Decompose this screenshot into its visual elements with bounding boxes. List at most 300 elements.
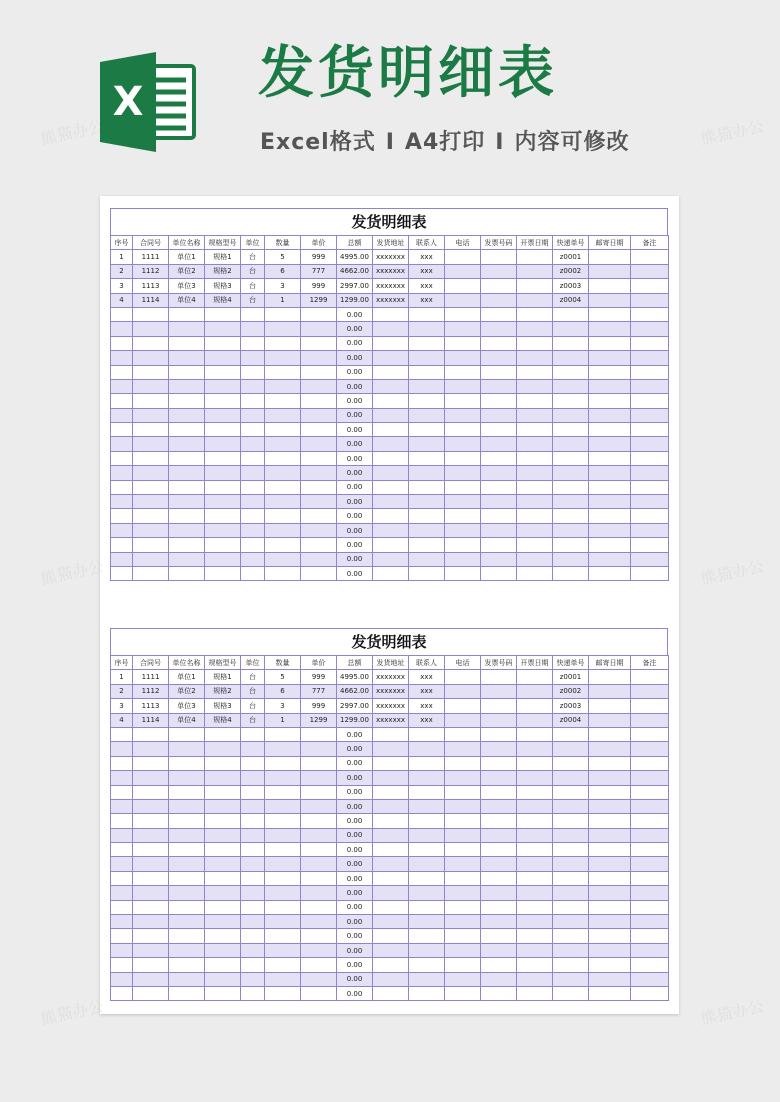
table-cell[interactable]	[205, 986, 241, 1000]
table-cell[interactable]: z0001	[553, 250, 589, 264]
table-cell[interactable]	[111, 408, 133, 422]
table-cell[interactable]	[111, 727, 133, 741]
table-cell[interactable]	[205, 843, 241, 857]
table-cell[interactable]	[241, 814, 265, 828]
table-cell[interactable]	[111, 495, 133, 509]
table-cell[interactable]	[205, 351, 241, 365]
table-cell[interactable]	[301, 799, 337, 813]
table-cell[interactable]	[481, 843, 517, 857]
table-cell[interactable]: xxxxxxx	[373, 264, 409, 278]
table-cell[interactable]	[517, 322, 553, 336]
table-cell[interactable]: 0.00	[337, 929, 373, 943]
table-cell[interactable]	[301, 972, 337, 986]
table-cell[interactable]	[133, 756, 169, 770]
table-cell[interactable]	[265, 857, 301, 871]
table-cell[interactable]	[553, 394, 589, 408]
table-cell[interactable]: 0.00	[337, 958, 373, 972]
table-cell[interactable]	[445, 307, 481, 321]
table-cell[interactable]	[517, 699, 553, 713]
table-cell[interactable]: 1299	[301, 293, 337, 307]
table-cell[interactable]	[481, 900, 517, 914]
table-cell[interactable]	[631, 307, 669, 321]
table-cell[interactable]	[589, 466, 631, 480]
table-cell[interactable]	[373, 785, 409, 799]
table-cell[interactable]	[169, 742, 205, 756]
table-cell[interactable]	[373, 915, 409, 929]
table-cell[interactable]	[589, 322, 631, 336]
table-cell[interactable]	[481, 929, 517, 943]
table-cell[interactable]	[111, 307, 133, 321]
table-cell[interactable]	[133, 495, 169, 509]
table-cell[interactable]	[205, 900, 241, 914]
table-cell[interactable]: 0.00	[337, 814, 373, 828]
table-cell[interactable]	[409, 771, 445, 785]
table-cell[interactable]	[169, 929, 205, 943]
table-cell[interactable]	[631, 466, 669, 480]
table-cell[interactable]: 台	[241, 264, 265, 278]
table-cell[interactable]	[111, 799, 133, 813]
table-cell[interactable]	[631, 857, 669, 871]
table-cell[interactable]	[589, 699, 631, 713]
table-cell[interactable]	[241, 771, 265, 785]
table-cell[interactable]: 777	[301, 684, 337, 698]
table-cell[interactable]	[445, 379, 481, 393]
table-cell[interactable]	[169, 900, 205, 914]
table-cell[interactable]	[481, 799, 517, 813]
table-cell[interactable]	[301, 437, 337, 451]
table-cell[interactable]: 4	[111, 713, 133, 727]
table-cell[interactable]: 3	[265, 699, 301, 713]
table-cell[interactable]	[373, 394, 409, 408]
table-cell[interactable]	[481, 264, 517, 278]
table-cell[interactable]	[445, 814, 481, 828]
table-cell[interactable]	[481, 451, 517, 465]
table-cell[interactable]	[373, 322, 409, 336]
table-cell[interactable]	[205, 336, 241, 350]
table-cell[interactable]	[169, 394, 205, 408]
table-cell[interactable]	[409, 727, 445, 741]
table-cell[interactable]	[205, 322, 241, 336]
table-cell[interactable]	[631, 742, 669, 756]
table-cell[interactable]	[241, 451, 265, 465]
table-cell[interactable]	[205, 538, 241, 552]
table-cell[interactable]	[373, 799, 409, 813]
table-cell[interactable]	[265, 771, 301, 785]
table-cell[interactable]	[481, 423, 517, 437]
table-cell[interactable]	[205, 742, 241, 756]
table-cell[interactable]	[553, 509, 589, 523]
table-cell[interactable]	[265, 843, 301, 857]
table-cell[interactable]	[409, 857, 445, 871]
table-cell[interactable]	[481, 552, 517, 566]
table-cell[interactable]: 0.00	[337, 423, 373, 437]
table-cell[interactable]	[589, 684, 631, 698]
table-cell[interactable]	[517, 871, 553, 885]
table-cell[interactable]	[481, 365, 517, 379]
table-cell[interactable]	[589, 351, 631, 365]
table-cell[interactable]	[241, 566, 265, 580]
table-cell[interactable]	[301, 566, 337, 580]
table-cell[interactable]: z0001	[553, 670, 589, 684]
table-cell[interactable]	[589, 495, 631, 509]
table-cell[interactable]: 0.00	[337, 552, 373, 566]
table-cell[interactable]	[241, 943, 265, 957]
table-cell[interactable]: z0004	[553, 713, 589, 727]
table-cell[interactable]: xxx	[409, 684, 445, 698]
table-cell[interactable]: 台	[241, 713, 265, 727]
table-cell[interactable]	[169, 972, 205, 986]
table-cell[interactable]: 单位2	[169, 684, 205, 698]
table-cell[interactable]: xxx	[409, 264, 445, 278]
table-cell[interactable]: 3	[111, 699, 133, 713]
table-cell[interactable]	[589, 972, 631, 986]
table-cell[interactable]	[553, 915, 589, 929]
table-cell[interactable]	[553, 451, 589, 465]
table-cell[interactable]	[517, 437, 553, 451]
table-cell[interactable]: 4995.00	[337, 670, 373, 684]
table-cell[interactable]	[205, 799, 241, 813]
table-cell[interactable]	[481, 379, 517, 393]
table-cell[interactable]	[409, 495, 445, 509]
table-cell[interactable]	[589, 799, 631, 813]
table-cell[interactable]: xxx	[409, 670, 445, 684]
table-cell[interactable]	[301, 394, 337, 408]
table-cell[interactable]: 台	[241, 670, 265, 684]
table-cell[interactable]	[111, 566, 133, 580]
table-cell[interactable]: 2997.00	[337, 279, 373, 293]
table-cell[interactable]	[301, 843, 337, 857]
table-cell[interactable]	[205, 756, 241, 770]
table-cell[interactable]	[301, 871, 337, 885]
table-cell[interactable]	[133, 857, 169, 871]
table-cell[interactable]: xxx	[409, 279, 445, 293]
table-cell[interactable]	[169, 466, 205, 480]
table-cell[interactable]	[301, 771, 337, 785]
table-cell[interactable]	[631, 566, 669, 580]
table-cell[interactable]	[589, 958, 631, 972]
table-cell[interactable]	[111, 943, 133, 957]
table-cell[interactable]: 0.00	[337, 538, 373, 552]
table-cell[interactable]	[445, 771, 481, 785]
table-cell[interactable]	[553, 972, 589, 986]
table-cell[interactable]	[631, 322, 669, 336]
table-cell[interactable]	[553, 828, 589, 842]
table-cell[interactable]	[445, 264, 481, 278]
table-cell[interactable]	[205, 915, 241, 929]
table-cell[interactable]	[517, 785, 553, 799]
table-cell[interactable]	[589, 538, 631, 552]
table-cell[interactable]	[445, 437, 481, 451]
table-cell[interactable]	[553, 857, 589, 871]
table-cell[interactable]	[409, 336, 445, 350]
table-cell[interactable]	[301, 408, 337, 422]
table-cell[interactable]	[265, 394, 301, 408]
table-cell[interactable]	[589, 394, 631, 408]
table-cell[interactable]	[481, 351, 517, 365]
table-cell[interactable]	[301, 915, 337, 929]
table-cell[interactable]	[169, 727, 205, 741]
table-cell[interactable]	[111, 365, 133, 379]
table-cell[interactable]	[373, 566, 409, 580]
table-cell[interactable]	[631, 423, 669, 437]
table-cell[interactable]	[169, 857, 205, 871]
table-cell[interactable]	[265, 336, 301, 350]
table-cell[interactable]	[481, 699, 517, 713]
table-cell[interactable]	[631, 684, 669, 698]
table-cell[interactable]	[589, 566, 631, 580]
table-cell[interactable]: 0.00	[337, 843, 373, 857]
table-cell[interactable]	[373, 857, 409, 871]
table-cell[interactable]	[517, 756, 553, 770]
table-cell[interactable]	[481, 828, 517, 842]
table-cell[interactable]	[553, 566, 589, 580]
table-cell[interactable]	[241, 365, 265, 379]
table-cell[interactable]	[481, 523, 517, 537]
table-cell[interactable]	[373, 771, 409, 785]
table-cell[interactable]	[373, 495, 409, 509]
table-cell[interactable]	[205, 408, 241, 422]
table-cell[interactable]	[133, 958, 169, 972]
table-cell[interactable]	[481, 322, 517, 336]
table-cell[interactable]	[553, 336, 589, 350]
table-cell[interactable]	[241, 871, 265, 885]
table-cell[interactable]	[169, 799, 205, 813]
table-cell[interactable]	[481, 670, 517, 684]
table-cell[interactable]	[133, 929, 169, 943]
table-cell[interactable]	[301, 509, 337, 523]
table-cell[interactable]: xxx	[409, 250, 445, 264]
table-cell[interactable]	[205, 814, 241, 828]
table-cell[interactable]: 0.00	[337, 785, 373, 799]
table-cell[interactable]: 1	[111, 250, 133, 264]
table-cell[interactable]	[241, 437, 265, 451]
table-cell[interactable]	[301, 986, 337, 1000]
table-cell[interactable]	[589, 365, 631, 379]
table-cell[interactable]	[265, 958, 301, 972]
table-cell[interactable]: 6	[265, 264, 301, 278]
table-cell[interactable]	[553, 742, 589, 756]
table-cell[interactable]	[589, 670, 631, 684]
table-cell[interactable]	[241, 538, 265, 552]
table-cell[interactable]: xxx	[409, 293, 445, 307]
table-cell[interactable]	[111, 871, 133, 885]
table-cell[interactable]	[169, 509, 205, 523]
table-cell[interactable]	[205, 785, 241, 799]
table-cell[interactable]	[409, 437, 445, 451]
table-cell[interactable]	[373, 379, 409, 393]
table-cell[interactable]	[133, 972, 169, 986]
table-cell[interactable]	[553, 538, 589, 552]
table-cell[interactable]	[265, 480, 301, 494]
table-cell[interactable]	[445, 799, 481, 813]
table-cell[interactable]	[445, 958, 481, 972]
table-cell[interactable]	[481, 727, 517, 741]
table-cell[interactable]	[445, 871, 481, 885]
table-cell[interactable]	[631, 365, 669, 379]
table-cell[interactable]	[301, 828, 337, 842]
table-cell[interactable]	[241, 509, 265, 523]
table-cell[interactable]: 规格3	[205, 699, 241, 713]
table-cell[interactable]	[169, 408, 205, 422]
table-cell[interactable]	[241, 336, 265, 350]
table-cell[interactable]	[409, 943, 445, 957]
table-cell[interactable]	[631, 986, 669, 1000]
table-cell[interactable]	[241, 742, 265, 756]
table-cell[interactable]	[373, 437, 409, 451]
table-cell[interactable]: 规格1	[205, 670, 241, 684]
table-cell[interactable]: 0.00	[337, 566, 373, 580]
table-cell[interactable]: 1111	[133, 670, 169, 684]
table-cell[interactable]	[133, 480, 169, 494]
table-cell[interactable]	[409, 828, 445, 842]
table-cell[interactable]: 1112	[133, 264, 169, 278]
table-cell[interactable]	[553, 799, 589, 813]
table-cell[interactable]	[553, 307, 589, 321]
table-cell[interactable]	[111, 336, 133, 350]
table-cell[interactable]	[205, 958, 241, 972]
table-cell[interactable]	[445, 566, 481, 580]
table-cell[interactable]	[553, 495, 589, 509]
table-cell[interactable]	[409, 900, 445, 914]
table-cell[interactable]	[517, 523, 553, 537]
table-cell[interactable]	[553, 756, 589, 770]
table-cell[interactable]: xxxxxxx	[373, 250, 409, 264]
table-cell[interactable]: 0.00	[337, 886, 373, 900]
table-cell[interactable]	[631, 279, 669, 293]
table-cell[interactable]: 6	[265, 684, 301, 698]
table-cell[interactable]	[517, 408, 553, 422]
table-cell[interactable]: 0.00	[337, 523, 373, 537]
table-cell[interactable]	[481, 566, 517, 580]
table-cell[interactable]	[241, 408, 265, 422]
table-cell[interactable]: 规格1	[205, 250, 241, 264]
table-cell[interactable]	[445, 684, 481, 698]
table-cell[interactable]	[373, 843, 409, 857]
table-cell[interactable]	[517, 307, 553, 321]
table-cell[interactable]	[445, 828, 481, 842]
table-cell[interactable]	[445, 857, 481, 871]
table-cell[interactable]: 单位4	[169, 713, 205, 727]
table-cell[interactable]: 台	[241, 699, 265, 713]
table-cell[interactable]	[481, 713, 517, 727]
table-cell[interactable]	[111, 379, 133, 393]
table-cell[interactable]	[409, 929, 445, 943]
table-cell[interactable]	[265, 379, 301, 393]
table-cell[interactable]	[241, 900, 265, 914]
table-cell[interactable]	[111, 538, 133, 552]
table-cell[interactable]	[133, 408, 169, 422]
table-cell[interactable]: 4662.00	[337, 264, 373, 278]
table-cell[interactable]	[133, 900, 169, 914]
table-cell[interactable]	[589, 437, 631, 451]
table-cell[interactable]	[589, 408, 631, 422]
table-cell[interactable]	[241, 351, 265, 365]
table-cell[interactable]	[481, 684, 517, 698]
table-cell[interactable]	[409, 785, 445, 799]
table-cell[interactable]	[301, 929, 337, 943]
table-cell[interactable]	[631, 814, 669, 828]
table-cell[interactable]	[409, 480, 445, 494]
table-cell[interactable]	[111, 843, 133, 857]
table-cell[interactable]	[481, 408, 517, 422]
table-cell[interactable]	[241, 972, 265, 986]
table-cell[interactable]: 规格2	[205, 684, 241, 698]
table-cell[interactable]	[373, 958, 409, 972]
table-cell[interactable]	[265, 423, 301, 437]
table-cell[interactable]	[111, 958, 133, 972]
table-cell[interactable]	[111, 785, 133, 799]
table-cell[interactable]	[373, 552, 409, 566]
table-cell[interactable]	[481, 538, 517, 552]
table-cell[interactable]	[205, 379, 241, 393]
table-cell[interactable]	[589, 727, 631, 741]
table-cell[interactable]	[517, 279, 553, 293]
table-cell[interactable]	[553, 365, 589, 379]
table-cell[interactable]	[553, 986, 589, 1000]
table-cell[interactable]	[553, 480, 589, 494]
table-cell[interactable]	[111, 814, 133, 828]
table-cell[interactable]	[373, 972, 409, 986]
table-cell[interactable]	[631, 843, 669, 857]
table-cell[interactable]	[481, 756, 517, 770]
table-cell[interactable]: 999	[301, 279, 337, 293]
table-cell[interactable]	[481, 958, 517, 972]
table-cell[interactable]	[445, 423, 481, 437]
table-cell[interactable]	[373, 727, 409, 741]
table-cell[interactable]	[111, 322, 133, 336]
table-cell[interactable]	[409, 756, 445, 770]
table-cell[interactable]: 0.00	[337, 857, 373, 871]
table-cell[interactable]	[517, 480, 553, 494]
table-cell[interactable]	[111, 466, 133, 480]
table-cell[interactable]	[409, 523, 445, 537]
table-cell[interactable]	[241, 394, 265, 408]
table-cell[interactable]	[517, 264, 553, 278]
table-cell[interactable]	[205, 727, 241, 741]
table-cell[interactable]	[265, 509, 301, 523]
table-cell[interactable]	[589, 509, 631, 523]
table-cell[interactable]	[589, 742, 631, 756]
table-cell[interactable]	[553, 886, 589, 900]
table-cell[interactable]	[409, 408, 445, 422]
table-cell[interactable]	[517, 670, 553, 684]
table-cell[interactable]: 0.00	[337, 972, 373, 986]
table-cell[interactable]	[205, 943, 241, 957]
table-cell[interactable]	[631, 670, 669, 684]
table-cell[interactable]	[445, 365, 481, 379]
table-cell[interactable]	[265, 814, 301, 828]
table-cell[interactable]: 0.00	[337, 336, 373, 350]
table-cell[interactable]	[205, 771, 241, 785]
table-cell[interactable]: z0002	[553, 684, 589, 698]
table-cell[interactable]	[265, 523, 301, 537]
table-cell[interactable]	[205, 480, 241, 494]
table-cell[interactable]	[133, 365, 169, 379]
table-cell[interactable]	[241, 480, 265, 494]
table-cell[interactable]: xxxxxxx	[373, 279, 409, 293]
table-cell[interactable]	[445, 336, 481, 350]
table-cell[interactable]	[631, 264, 669, 278]
table-cell[interactable]	[265, 365, 301, 379]
table-cell[interactable]	[205, 972, 241, 986]
table-cell[interactable]: 台	[241, 293, 265, 307]
table-cell[interactable]	[169, 943, 205, 957]
table-cell[interactable]	[481, 437, 517, 451]
table-cell[interactable]	[409, 379, 445, 393]
table-cell[interactable]	[265, 886, 301, 900]
table-cell[interactable]	[133, 322, 169, 336]
table-cell[interactable]	[169, 986, 205, 1000]
